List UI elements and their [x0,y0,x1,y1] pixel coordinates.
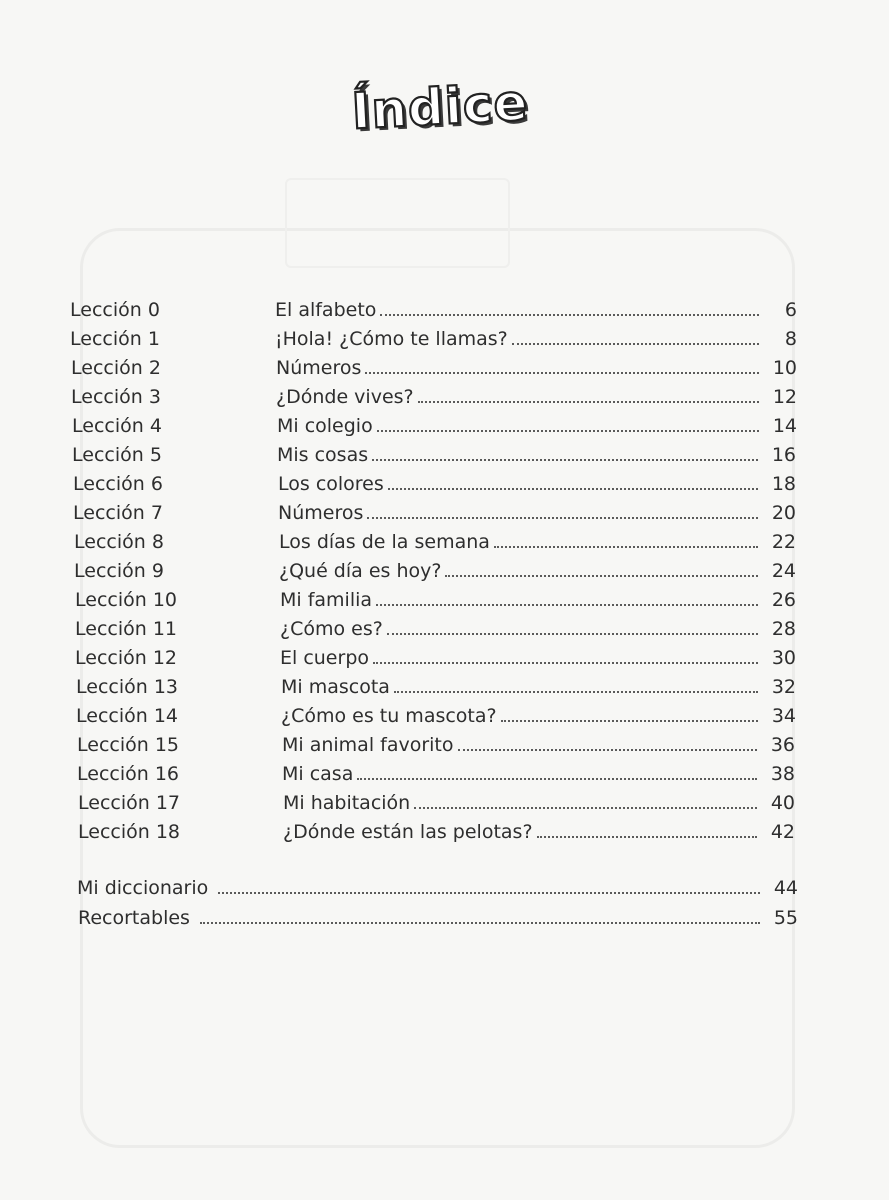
toc-row [78,814,795,843]
lesson-topic: El cuerpo [280,647,369,669]
toc-row [76,669,796,698]
toc-row [70,292,797,321]
lesson-number: Lección 1 [70,328,160,350]
page-number: 40 [770,792,795,814]
toc-row [71,379,797,408]
lesson-topic: ¿Qué día es hoy? [279,560,442,582]
toc-row [78,785,795,814]
lesson-number: Lección 13 [76,676,178,698]
lesson-number: Lección 3 [71,386,161,408]
dot-leader [377,430,759,432]
lesson-number: Lección 6 [73,473,163,495]
lesson-topic: ¿Dónde vives? [276,386,414,408]
toc-row [72,408,797,437]
lesson-number: Lección 18 [78,821,180,843]
toc-row [75,582,796,611]
toc-row [74,524,796,553]
page-number: 26 [771,589,796,611]
page-number: 16 [771,444,796,466]
page-number: 55 [773,907,798,929]
page-number: 42 [770,821,795,843]
lesson-number: Lección 2 [71,357,161,379]
dot-leader [218,892,760,894]
lesson-topic: Mi mascota [281,676,390,698]
lesson-number: Lección 9 [74,560,164,582]
section-label: Mi diccionario [77,877,209,899]
lesson-topic: ¿Cómo es tu mascota? [281,705,497,727]
dot-leader [458,749,757,751]
dot-leader [388,488,758,490]
toc-row [72,437,796,466]
dot-leader [376,604,758,606]
toc-row [77,727,795,756]
dot-leader [373,662,758,664]
page-number: 14 [772,415,797,437]
page-number: 36 [770,734,795,756]
page-number: 28 [771,618,796,640]
lesson-topic: Mi familia [280,589,373,611]
dot-leader [200,922,760,924]
lesson-topic: Números [276,357,362,379]
toc-row [70,321,797,350]
page-number: 44 [773,877,798,899]
lesson-number: Lección 10 [75,589,177,611]
dot-leader [387,633,758,635]
dot-leader [445,575,758,577]
lesson-topic: Mi colegio [277,415,373,437]
page-number: 32 [771,676,796,698]
toc-row [75,640,796,669]
lesson-number: Lección 12 [75,647,177,669]
lesson-number: Lección 11 [75,618,177,640]
dot-leader [357,778,757,780]
page-number: 18 [771,473,796,495]
dot-leader [501,720,758,722]
lesson-topic: ¡Hola! ¿Cómo te llamas? [275,328,508,350]
lesson-number: Lección 17 [78,792,180,814]
lesson-number: Lección 14 [76,705,178,727]
lesson-topic: ¿Cómo es? [280,618,383,640]
lesson-number: Lección 0 [70,299,160,321]
lesson-topic: Mi animal favorito [282,734,454,756]
lesson-topic: Los colores [278,473,384,495]
lesson-number: Lección 15 [77,734,179,756]
lesson-number: Lección 8 [74,531,164,553]
lesson-topic: ¿Dónde están las pelotas? [283,821,533,843]
lesson-number: Lección 5 [72,444,162,466]
toc-row [71,350,797,379]
dot-leader [414,807,757,809]
dot-leader [537,836,757,838]
page-number: 34 [771,705,796,727]
page-number: 30 [771,647,796,669]
page-number: 12 [772,386,797,408]
dot-leader [367,517,758,519]
toc-row [76,698,796,727]
dot-leader [365,372,759,374]
page-number: 22 [771,531,796,553]
page-number: 6 [784,299,797,321]
toc-extra-row [77,870,798,899]
section-label: Recortables [78,907,190,929]
page-number: 24 [771,560,796,582]
lesson-topic: Los días de la semana [279,531,490,553]
page-number: 38 [770,763,795,785]
dot-leader [380,314,759,316]
toc-row [77,756,795,785]
dot-leader [394,691,758,693]
toc-row [73,495,796,524]
page-number: 8 [784,328,797,350]
lesson-topic: Mi casa [282,763,354,785]
dot-leader [372,459,758,461]
toc-extra-row [78,900,798,929]
dot-leader [512,343,759,345]
toc-row [74,553,796,582]
toc-row [73,466,796,495]
lesson-topic: El alfabeto [275,299,377,321]
lesson-topic: Números [278,502,364,524]
page-number: 20 [771,502,796,524]
page-number: 10 [772,357,797,379]
toc-row [75,611,796,640]
lesson-topic: Mi habitación [283,792,411,814]
lesson-number: Lección 7 [73,502,163,524]
lesson-number: Lección 16 [77,763,179,785]
dot-leader [494,546,758,548]
lesson-number: Lección 4 [72,415,162,437]
dot-leader [418,401,759,403]
lesson-topic: Mis cosas [277,444,369,466]
page-title: Índice [350,73,530,141]
